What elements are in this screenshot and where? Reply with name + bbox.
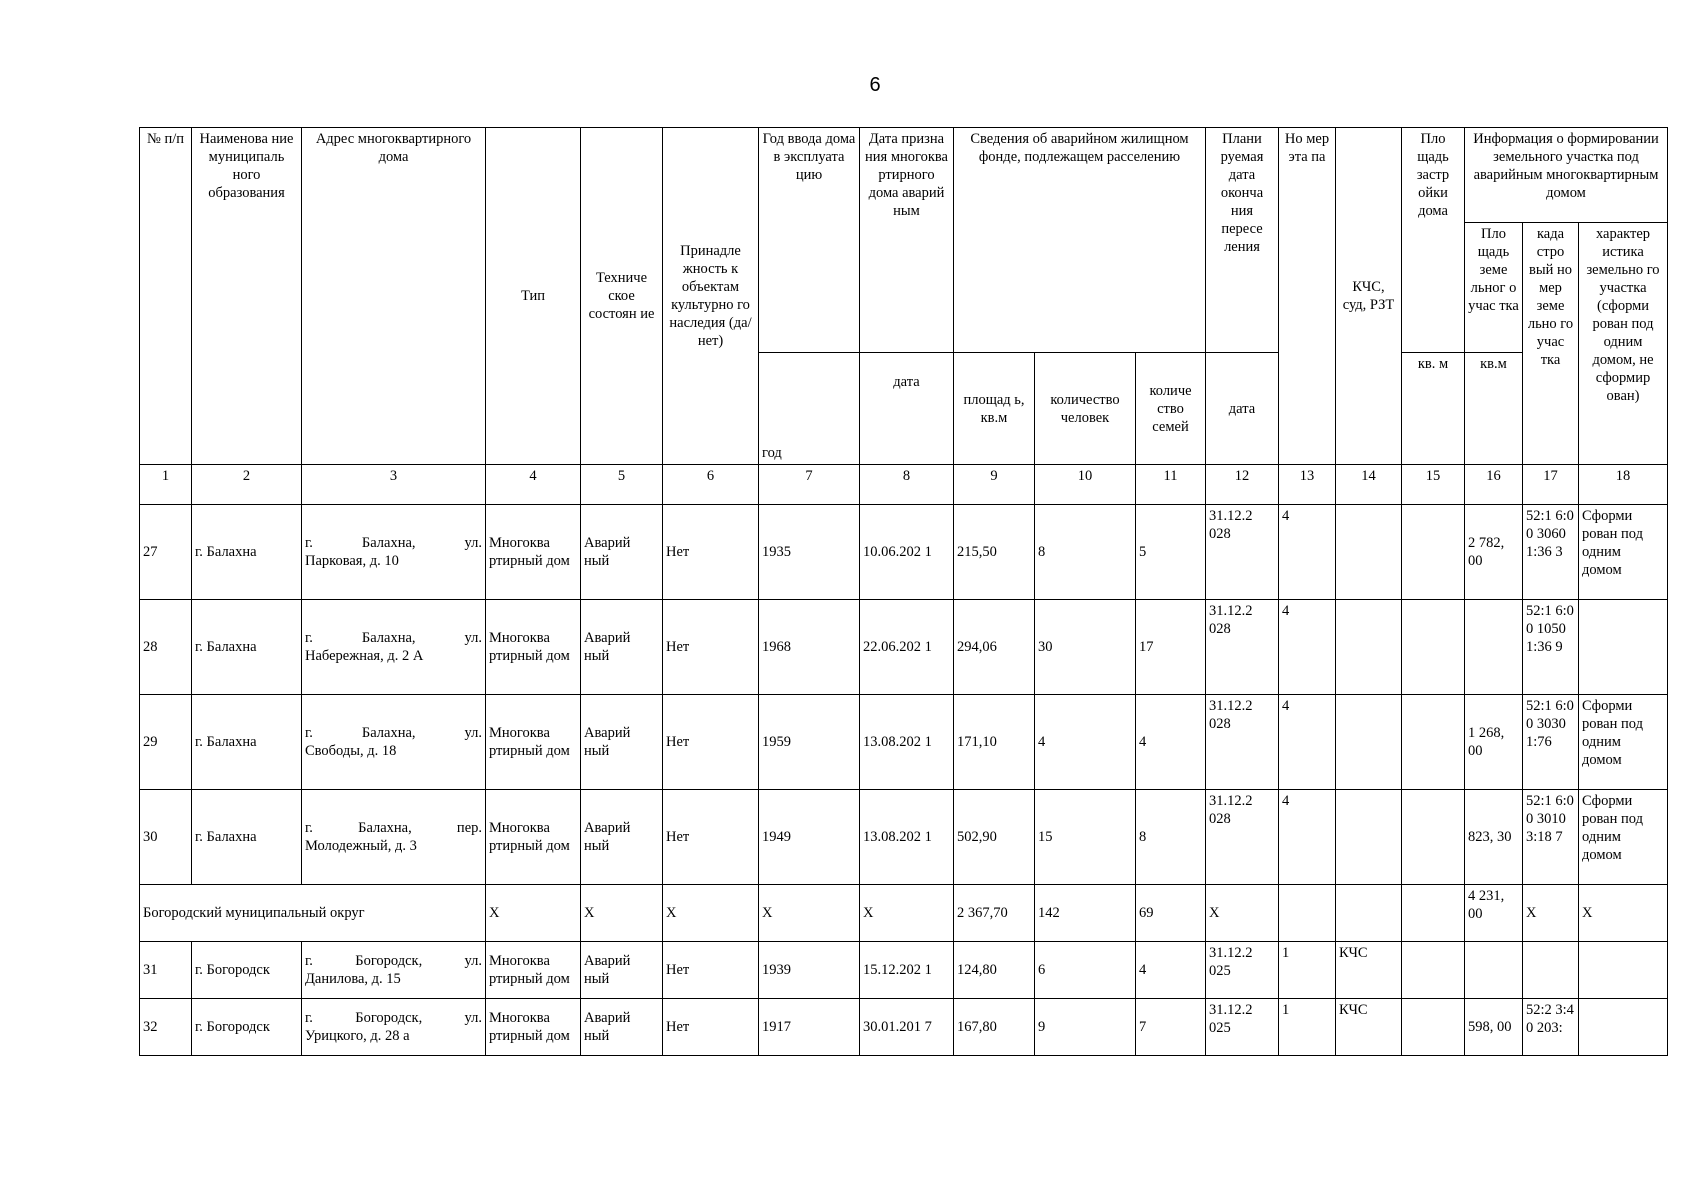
- cadastral-cell: 52:2 3:40 203:: [1523, 999, 1579, 1056]
- address-line-1: г. Балахна, ул.: [305, 630, 482, 646]
- families-cell: 8: [1136, 790, 1206, 885]
- kchs-cell: КЧС: [1336, 942, 1402, 999]
- heritage-cell: Нет: [663, 600, 759, 695]
- people-cell: 4: [1035, 695, 1136, 790]
- land-area-cell: [1465, 600, 1523, 695]
- header-cell: Тип: [486, 128, 581, 465]
- summary-type: Х: [486, 885, 581, 942]
- year-cell: 1959: [759, 695, 860, 790]
- column-number: 13: [1279, 465, 1336, 505]
- year-cell: 1968: [759, 600, 860, 695]
- row-number: 32: [140, 999, 192, 1056]
- column-number: 10: [1035, 465, 1136, 505]
- header-cell: количе ство семей: [1136, 353, 1206, 465]
- summary-row: [140, 885, 1668, 942]
- header-cell: Адрес многоквартирного дома: [302, 128, 486, 465]
- land-area-cell: 598, 00: [1465, 999, 1523, 1056]
- municipality-cell: г. Богородск: [192, 942, 302, 999]
- plan-date-cell: 31.12.2 028: [1206, 790, 1279, 885]
- address-line-2: Молодежный, д. 3: [305, 838, 417, 854]
- column-number: 3: [302, 465, 486, 505]
- municipality-cell: г. Балахна: [192, 600, 302, 695]
- cadastral-cell: 52:1 6:00 3010 3:18 7: [1523, 790, 1579, 885]
- header-cell: Плани руемая дата оконча ния пересе ления: [1206, 128, 1279, 353]
- year-cell: 1949: [759, 790, 860, 885]
- date-cell: 30.01.201 7: [860, 999, 954, 1056]
- summary-label: Богородский муниципальный округ: [140, 885, 486, 942]
- state-cell: Аварий ный: [581, 600, 663, 695]
- header-cell: дата: [860, 353, 954, 465]
- land-char-cell: [1579, 999, 1668, 1056]
- summary-cadastral: Х: [1523, 885, 1579, 942]
- build-area-cell: [1402, 695, 1465, 790]
- heritage-cell: Нет: [663, 942, 759, 999]
- stage-cell: 4: [1279, 600, 1336, 695]
- address-line-1: г. Балахна, пер.: [305, 820, 482, 836]
- address-line-1: г. Богородск, ул.: [305, 953, 482, 969]
- column-number: 5: [581, 465, 663, 505]
- header-cell: Наименова ние муниципаль ного образования: [192, 128, 302, 465]
- column-number: 12: [1206, 465, 1279, 505]
- header-cell: Дата призна ния многоква ртирного дома аварий ным: [860, 128, 954, 353]
- summary-year: Х: [759, 885, 860, 942]
- land-area-cell: 823, 30: [1465, 790, 1523, 885]
- address-cell: [302, 999, 486, 1056]
- table-row: [140, 790, 1668, 885]
- address-cell: [302, 942, 486, 999]
- land-char-cell: Сформи рован под одним домом: [1579, 505, 1668, 600]
- cadastral-cell: [1523, 942, 1579, 999]
- table-row: [140, 600, 1668, 695]
- column-number: 1: [140, 465, 192, 505]
- state-cell: Аварий ный: [581, 790, 663, 885]
- plan-date-cell: 31.12.2 025: [1206, 942, 1279, 999]
- build-area-cell: [1402, 505, 1465, 600]
- people-cell: 6: [1035, 942, 1136, 999]
- cadastral-cell: 52:1 6:00 1050 1:36 9: [1523, 600, 1579, 695]
- heritage-cell: Нет: [663, 999, 759, 1056]
- column-number: 2: [192, 465, 302, 505]
- header-cell: КЧС, суд, РЗТ: [1336, 128, 1402, 465]
- header-row: [140, 128, 1668, 223]
- kchs-cell: [1336, 505, 1402, 600]
- type-cell: Многоква ртирный дом: [486, 505, 581, 600]
- cadastral-cell: 52:1 6:00 3030 1:76: [1523, 695, 1579, 790]
- area-cell: 215,50: [954, 505, 1035, 600]
- date-cell: 13.08.202 1: [860, 695, 954, 790]
- row-number: 27: [140, 505, 192, 600]
- kchs-cell: [1336, 790, 1402, 885]
- address-cell: [302, 790, 486, 885]
- table-row: [140, 505, 1668, 600]
- build-area-cell: [1402, 999, 1465, 1056]
- table-row: [140, 695, 1668, 790]
- plan-date-cell: 31.12.2 025: [1206, 999, 1279, 1056]
- area-cell: 124,80: [954, 942, 1035, 999]
- header-cell: № п/п: [140, 128, 192, 465]
- state-cell: Аварий ный: [581, 999, 663, 1056]
- header-cell: кв. м: [1402, 353, 1465, 465]
- date-cell: 13.08.202 1: [860, 790, 954, 885]
- land-char-cell: [1579, 942, 1668, 999]
- families-cell: 5: [1136, 505, 1206, 600]
- build-area-cell: [1402, 942, 1465, 999]
- land-char-cell: Сформи рован под одним домом: [1579, 790, 1668, 885]
- summary-families: 69: [1136, 885, 1206, 942]
- address-line-1: г. Балахна, ул.: [305, 535, 482, 551]
- table-row: [140, 999, 1668, 1056]
- address-line-2: Данилова, д. 15: [305, 971, 401, 987]
- summary-area: 2 367,70: [954, 885, 1035, 942]
- heritage-cell: Нет: [663, 695, 759, 790]
- summary-date: Х: [860, 885, 954, 942]
- column-number: 4: [486, 465, 581, 505]
- plan-date-cell: 31.12.2 028: [1206, 695, 1279, 790]
- area-cell: 167,80: [954, 999, 1035, 1056]
- column-number: 14: [1336, 465, 1402, 505]
- housing-table: [139, 127, 1668, 1056]
- header-cell: Год ввода дома в эксплуата цию: [759, 128, 860, 353]
- header-cell: год: [759, 353, 860, 465]
- header-cell: Информация о формировании земельного участка под аварийным многоквартирным домом: [1465, 128, 1668, 223]
- land-area-cell: 1 268, 00: [1465, 695, 1523, 790]
- year-cell: 1939: [759, 942, 860, 999]
- build-area-cell: [1402, 790, 1465, 885]
- summary-state: Х: [581, 885, 663, 942]
- header-cell: Принадле жность к объектам культурно го наследия (да/нет): [663, 128, 759, 465]
- type-cell: Многоква ртирный дом: [486, 999, 581, 1056]
- plan-date-cell: 31.12.2 028: [1206, 505, 1279, 600]
- row-number: 29: [140, 695, 192, 790]
- land-char-cell: Сформи рован под одним домом: [1579, 695, 1668, 790]
- kchs-cell: КЧС: [1336, 999, 1402, 1056]
- table-row: [140, 942, 1668, 999]
- type-cell: Многоква ртирный дом: [486, 600, 581, 695]
- header-cell: Сведения об аварийном жилищном фонде, подлежащем расселению: [954, 128, 1206, 353]
- area-cell: 502,90: [954, 790, 1035, 885]
- municipality-cell: г. Балахна: [192, 695, 302, 790]
- column-number: 11: [1136, 465, 1206, 505]
- heritage-cell: Нет: [663, 505, 759, 600]
- people-cell: 30: [1035, 600, 1136, 695]
- kchs-cell: [1336, 600, 1402, 695]
- families-cell: 4: [1136, 942, 1206, 999]
- area-cell: 294,06: [954, 600, 1035, 695]
- address-line-2: Свободы, д. 18: [305, 743, 397, 759]
- page-number: 6: [869, 74, 881, 96]
- stage-cell: 1: [1279, 942, 1336, 999]
- address-line-2: Набережная, д. 2 А: [305, 648, 424, 664]
- header-cell: Техниче ское состоян ие: [581, 128, 663, 465]
- column-numbers-row: [140, 465, 1668, 505]
- header-cell: дата: [1206, 353, 1279, 465]
- type-cell: Многоква ртирный дом: [486, 695, 581, 790]
- plan-date-cell: 31.12.2 028: [1206, 600, 1279, 695]
- land-area-cell: 2 782, 00: [1465, 505, 1523, 600]
- summary-char: Х: [1579, 885, 1668, 942]
- header-cell: площад ь, кв.м: [954, 353, 1035, 465]
- address-line-1: г. Богородск, ул.: [305, 1010, 482, 1026]
- type-cell: Многоква ртирный дом: [486, 790, 581, 885]
- column-number: 16: [1465, 465, 1523, 505]
- summary-build: [1402, 885, 1465, 942]
- date-cell: 15.12.202 1: [860, 942, 954, 999]
- summary-land: 4 231, 00: [1465, 885, 1523, 942]
- municipality-cell: г. Балахна: [192, 505, 302, 600]
- year-cell: 1935: [759, 505, 860, 600]
- address-cell: [302, 695, 486, 790]
- summary-plan: Х: [1206, 885, 1279, 942]
- state-cell: Аварий ный: [581, 505, 663, 600]
- cadastral-cell: 52:1 6:00 3060 1:36 3: [1523, 505, 1579, 600]
- column-number: 7: [759, 465, 860, 505]
- summary-stage: [1279, 885, 1336, 942]
- date-cell: 10.06.202 1: [860, 505, 954, 600]
- column-number: 8: [860, 465, 954, 505]
- type-cell: Многоква ртирный дом: [486, 942, 581, 999]
- land-char-cell: [1579, 600, 1668, 695]
- people-cell: 15: [1035, 790, 1136, 885]
- state-cell: Аварий ный: [581, 942, 663, 999]
- land-area-cell: [1465, 942, 1523, 999]
- people-cell: 8: [1035, 505, 1136, 600]
- stage-cell: 4: [1279, 695, 1336, 790]
- municipality-cell: г. Богородск: [192, 999, 302, 1056]
- municipality-cell: г. Балахна: [192, 790, 302, 885]
- stage-cell: 4: [1279, 505, 1336, 600]
- year-cell: 1917: [759, 999, 860, 1056]
- heritage-cell: Нет: [663, 790, 759, 885]
- column-number: 9: [954, 465, 1035, 505]
- build-area-cell: [1402, 600, 1465, 695]
- column-number: 17: [1523, 465, 1579, 505]
- families-cell: 7: [1136, 999, 1206, 1056]
- row-number: 28: [140, 600, 192, 695]
- stage-cell: 1: [1279, 999, 1336, 1056]
- header-cell: када стро вый но мер земе льно го учас тка: [1523, 223, 1579, 465]
- header-cell: количество человек: [1035, 353, 1136, 465]
- summary-people: 142: [1035, 885, 1136, 942]
- address-line-1: г. Балахна, ул.: [305, 725, 482, 741]
- row-number: 31: [140, 942, 192, 999]
- stage-cell: 4: [1279, 790, 1336, 885]
- date-cell: 22.06.202 1: [860, 600, 954, 695]
- state-cell: Аварий ный: [581, 695, 663, 790]
- families-cell: 4: [1136, 695, 1206, 790]
- address-line-2: Урицкого, д. 28 а: [305, 1028, 410, 1044]
- summary-heritage: Х: [663, 885, 759, 942]
- column-number: 18: [1579, 465, 1668, 505]
- row-number: 30: [140, 790, 192, 885]
- header-cell: Пло щадь застр ойки дома: [1402, 128, 1465, 353]
- kchs-cell: [1336, 695, 1402, 790]
- header-cell: Но мер эта па: [1279, 128, 1336, 465]
- header-cell: Пло щадь земе льног о учас тка: [1465, 223, 1523, 353]
- families-cell: 17: [1136, 600, 1206, 695]
- people-cell: 9: [1035, 999, 1136, 1056]
- summary-kchs: [1336, 885, 1402, 942]
- column-number: 6: [663, 465, 759, 505]
- address-cell: [302, 505, 486, 600]
- column-number: 15: [1402, 465, 1465, 505]
- header-cell: кв.м: [1465, 353, 1523, 465]
- area-cell: 171,10: [954, 695, 1035, 790]
- address-cell: [302, 600, 486, 695]
- address-line-2: Парковая, д. 10: [305, 553, 399, 569]
- header-cell: характер истика земельно го участка (сформи рован под одним домом, не сформир ован): [1579, 223, 1668, 465]
